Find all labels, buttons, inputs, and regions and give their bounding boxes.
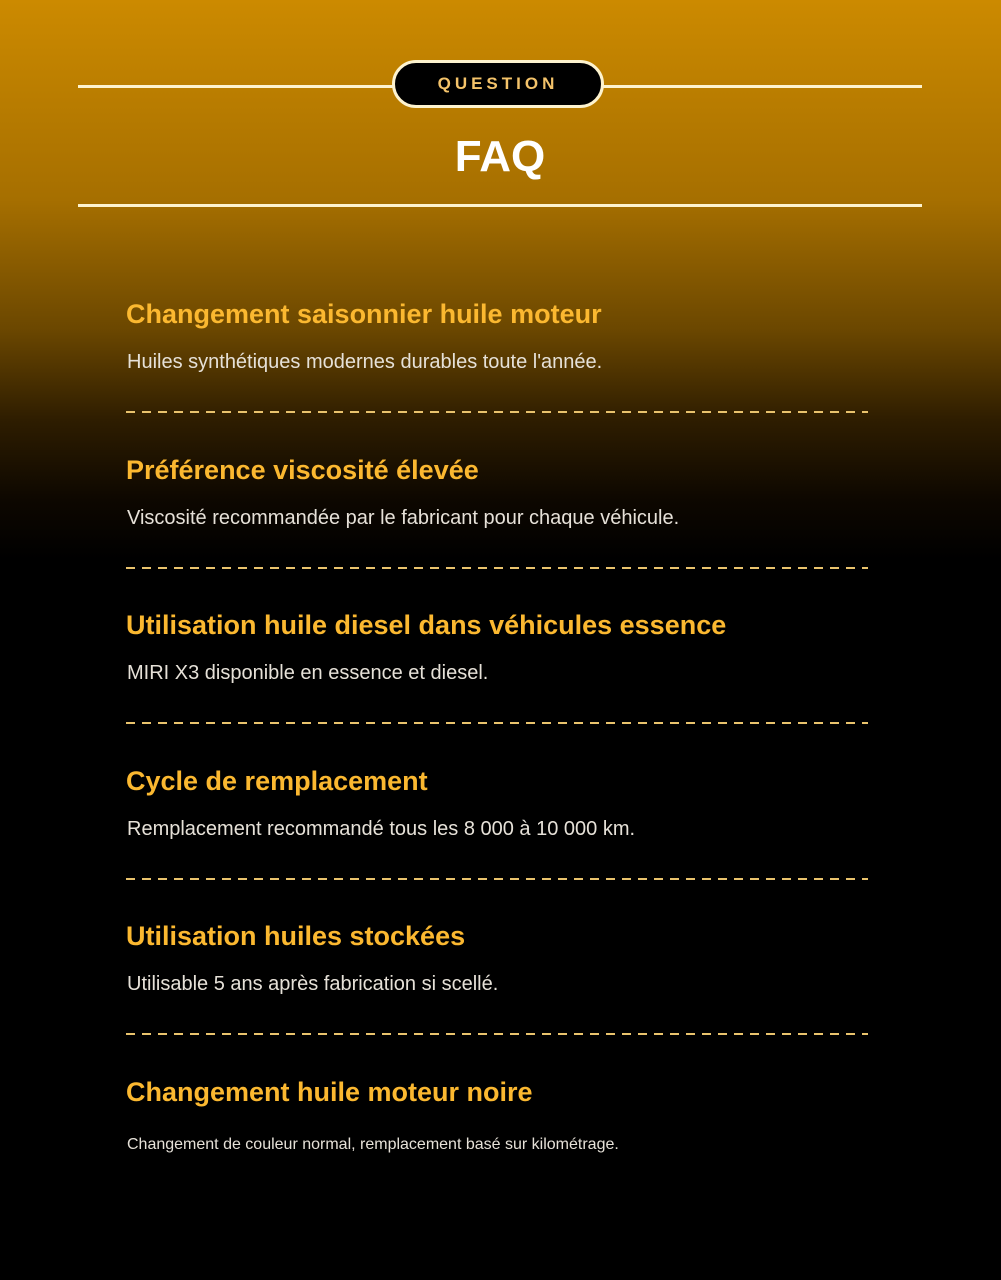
faq-question: Changement saisonnier huile moteur: [126, 299, 602, 329]
faq-question: Utilisation huile diesel dans véhicules essence: [126, 610, 727, 640]
dashed-divider: [126, 878, 868, 880]
dashed-divider: [126, 1033, 868, 1035]
faq-item: [126, 607, 868, 763]
faq-item: [126, 452, 868, 608]
faq-answer: Changement de couleur normal, remplacement basé sur kilométrage.: [127, 1135, 619, 1153]
header-bottom-divider: [78, 204, 922, 207]
question-badge: QUESTION: [392, 60, 604, 108]
faq-question: Cycle de remplacement: [126, 765, 428, 796]
faq-question: Changement huile moteur noire: [126, 1076, 533, 1107]
faq-answer: Huiles synthétiques modernes durables toute l'année.: [127, 351, 603, 373]
page-title: FAQ: [454, 132, 546, 181]
faq-question: Préférence viscosité élevée: [126, 454, 479, 485]
faq-answer: Utilisable 5 ans après fabrication si scellé.: [127, 973, 499, 995]
dashed-divider: [126, 567, 868, 569]
faq-answer: MIRI X3 disponible en essence et diesel.: [127, 662, 489, 684]
faq-list: [126, 296, 868, 1229]
faq-answer: Remplacement recommandé tous les 8 000 à 10 000 km.: [127, 817, 636, 840]
faq-item: [126, 1074, 868, 1230]
faq-item: [126, 918, 868, 1074]
dashed-divider: [126, 722, 868, 724]
dashed-divider: [126, 411, 868, 413]
faq-answer: Viscosité recommandée par le fabricant pour chaque véhicule.: [127, 506, 680, 529]
faq-item: [126, 763, 868, 919]
faq-question: Utilisation huiles stockées: [126, 921, 466, 951]
faq-item: [126, 296, 868, 452]
faq-header: [78, 0, 922, 210]
